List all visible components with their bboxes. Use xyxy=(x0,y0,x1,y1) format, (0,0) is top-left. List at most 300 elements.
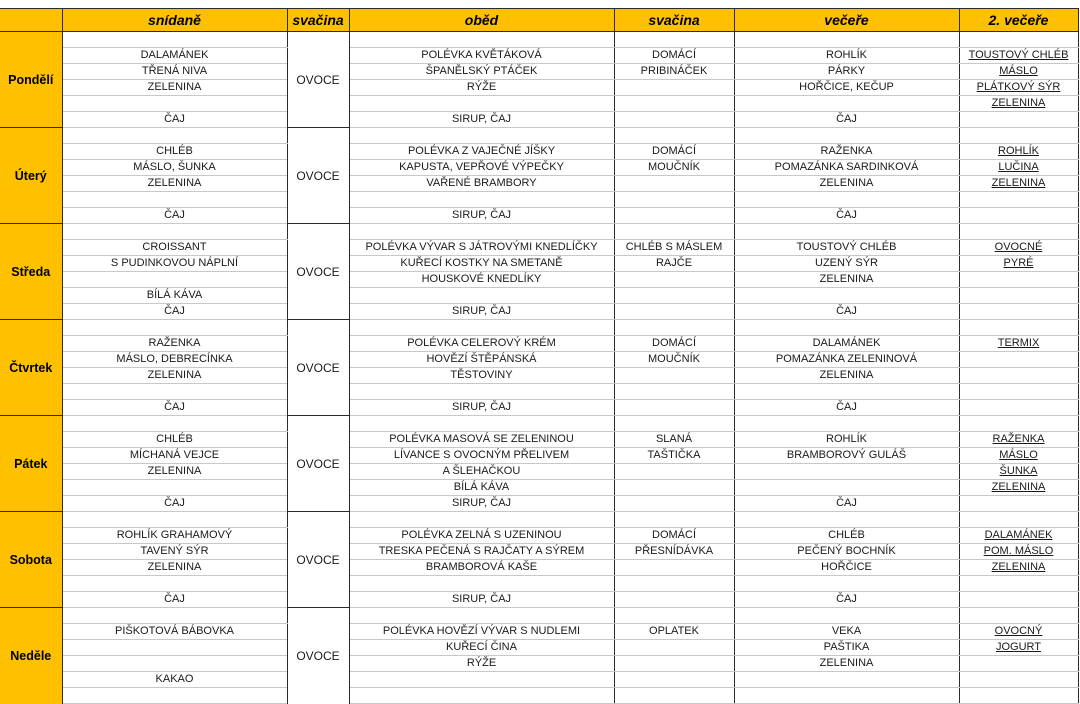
meal-item: PRIBINÁČEK xyxy=(640,65,708,77)
meal-item: TOUSTOVÝ CHLÉB xyxy=(796,241,897,253)
meal-item: OVOCNÉ xyxy=(994,241,1043,253)
meal-item: TAVENÝ SÝR xyxy=(140,545,209,557)
meal-item: ZELENINA xyxy=(991,97,1046,109)
meal-cell-vecere xyxy=(734,640,959,656)
meal-item: HOVĚZÍ ŠTĚPÁNSKÁ xyxy=(426,353,537,365)
meal-cell-snidane xyxy=(62,304,287,320)
meal-cell-vecere2 xyxy=(959,64,1078,80)
meal-cell-svacina2 xyxy=(614,256,734,272)
meal-cell-svacina2 xyxy=(614,672,734,688)
meal-cell-snidane xyxy=(62,560,287,576)
meal-cell-svacina2 xyxy=(614,112,734,128)
menu-row xyxy=(0,416,1078,432)
meal-cell-snidane xyxy=(62,160,287,176)
menu-row xyxy=(0,64,1078,80)
day-label-nedele: Neděle xyxy=(0,608,62,704)
meal-cell-vecere2 xyxy=(959,528,1078,544)
meal-item: DALAMÁNEK xyxy=(984,529,1053,541)
meal-cell-obed xyxy=(349,608,614,624)
meal-item: RAŽENKA xyxy=(148,337,201,349)
meal-cell-obed xyxy=(349,112,614,128)
menu-row xyxy=(0,112,1078,128)
meal-cell-vecere2 xyxy=(959,544,1078,560)
meal-cell-snidane xyxy=(62,112,287,128)
col-header-obed: oběd xyxy=(349,9,614,32)
day-label-patek: Pátek xyxy=(0,416,62,512)
meal-cell-vecere xyxy=(734,448,959,464)
meal-item: ZELENINA xyxy=(991,177,1046,189)
meal-cell-obed xyxy=(349,448,614,464)
meal-item: DOMÁCÍ xyxy=(652,337,696,349)
meal-cell-vecere2 xyxy=(959,144,1078,160)
meal-cell-vecere2 xyxy=(959,432,1078,448)
meal-cell-snidane xyxy=(62,528,287,544)
meal-cell-svacina2 xyxy=(614,480,734,496)
meal-cell-svacina2 xyxy=(614,336,734,352)
meal-cell-snidane xyxy=(62,480,287,496)
meal-item: TOUSTOVÝ CHLÉB xyxy=(968,49,1069,61)
day-label-streda: Středa xyxy=(0,224,62,320)
meal-item: ZELENINA xyxy=(147,81,202,93)
meal-item: TAŠTIČKA xyxy=(647,449,701,461)
meal-item: KUŘECÍ ČINA xyxy=(446,641,517,653)
meal-cell-snidane xyxy=(62,128,287,144)
meal-item: ROHLÍK xyxy=(998,145,1039,157)
meal-cell-vecere xyxy=(734,416,959,432)
meal-cell-vecere2 xyxy=(959,688,1078,704)
meal-cell-vecere xyxy=(734,224,959,240)
meal-cell-obed xyxy=(349,240,614,256)
meal-cell-svacina2 xyxy=(614,304,734,320)
meal-item: KUŘECÍ KOSTKY NA SMETANĚ xyxy=(400,257,563,269)
meal-item: MÁSLO, DEBRECÍNKA xyxy=(116,353,233,365)
menu-row xyxy=(0,624,1078,640)
meal-cell-vecere2 xyxy=(959,32,1078,48)
meal-item: SLANÁ xyxy=(655,433,693,445)
menu-row xyxy=(0,304,1078,320)
menu-row xyxy=(0,96,1078,112)
menu-body xyxy=(0,32,1078,704)
svacina-ovoce-cell: OVOCE xyxy=(287,224,349,320)
meal-cell-vecere xyxy=(734,256,959,272)
meal-item: MÍCHANÁ VEJCE xyxy=(129,449,220,461)
meal-cell-obed xyxy=(349,192,614,208)
meal-cell-snidane xyxy=(62,656,287,672)
meal-cell-obed xyxy=(349,592,614,608)
col-header-snidane: snídaně xyxy=(62,9,287,32)
meal-item: ČAJ xyxy=(164,593,185,605)
meal-cell-vecere2 xyxy=(959,176,1078,192)
meal-cell-vecere2 xyxy=(959,272,1078,288)
meal-cell-vecere2 xyxy=(959,384,1078,400)
meal-item: MÁSLO xyxy=(999,449,1038,461)
meal-item: ČAJ xyxy=(836,113,857,125)
meal-cell-snidane xyxy=(62,400,287,416)
menu-row xyxy=(0,688,1078,704)
meal-item: OVOCNÝ xyxy=(994,625,1043,637)
meal-cell-vecere2 xyxy=(959,80,1078,96)
meal-cell-vecere xyxy=(734,624,959,640)
meal-cell-vecere xyxy=(734,400,959,416)
meal-item: CHLÉB xyxy=(828,529,865,541)
meal-item: SIRUP, ČAJ xyxy=(451,209,512,221)
meal-cell-vecere2 xyxy=(959,192,1078,208)
meal-cell-vecere2 xyxy=(959,416,1078,432)
meal-cell-vecere2 xyxy=(959,640,1078,656)
menu-row xyxy=(0,176,1078,192)
meal-cell-snidane xyxy=(62,608,287,624)
meal-cell-svacina2 xyxy=(614,48,734,64)
meal-item: DOMÁCÍ xyxy=(652,49,696,61)
meal-item: PÁRKY xyxy=(827,65,866,77)
meal-item: ČAJ xyxy=(836,497,857,509)
meal-cell-snidane xyxy=(62,672,287,688)
meal-item: PLÁTKOVÝ SÝR xyxy=(976,81,1061,93)
meal-cell-svacina2 xyxy=(614,96,734,112)
meal-cell-snidane xyxy=(62,384,287,400)
menu-row xyxy=(0,672,1078,688)
menu-row xyxy=(0,656,1078,672)
meal-cell-vecere xyxy=(734,144,959,160)
meal-cell-vecere xyxy=(734,608,959,624)
meal-item: SIRUP, ČAJ xyxy=(451,497,512,509)
svacina-ovoce-cell: OVOCE xyxy=(287,128,349,224)
meal-cell-obed xyxy=(349,160,614,176)
meal-cell-svacina2 xyxy=(614,576,734,592)
meal-cell-snidane xyxy=(62,64,287,80)
meal-item: POLÉVKA HOVĚZÍ VÝVAR S NUDLEMI xyxy=(382,625,581,637)
meal-cell-vecere xyxy=(734,48,959,64)
meal-item: POLÉVKA MASOVÁ SE ZELENINOU xyxy=(389,433,574,445)
meal-cell-vecere xyxy=(734,352,959,368)
meal-cell-svacina2 xyxy=(614,240,734,256)
meal-cell-vecere xyxy=(734,112,959,128)
meal-item: OPLATEK xyxy=(649,625,699,637)
meal-cell-obed xyxy=(349,576,614,592)
meal-cell-snidane xyxy=(62,256,287,272)
meal-cell-vecere xyxy=(734,560,959,576)
meal-cell-obed xyxy=(349,128,614,144)
meal-cell-obed xyxy=(349,496,614,512)
meal-item: BÍLÁ KÁVA xyxy=(453,481,510,493)
meal-cell-vecere2 xyxy=(959,624,1078,640)
meal-item: A ŠLEHAČKOU xyxy=(442,465,521,477)
meal-item: DALAMÁNEK xyxy=(812,337,881,349)
meal-item: TĚSTOVINY xyxy=(450,369,513,381)
meal-cell-vecere2 xyxy=(959,448,1078,464)
meal-cell-vecere2 xyxy=(959,400,1078,416)
meal-cell-obed xyxy=(349,432,614,448)
meal-cell-svacina2 xyxy=(614,288,734,304)
meal-cell-obed xyxy=(349,48,614,64)
meal-cell-snidane xyxy=(62,208,287,224)
meal-item: PYRÉ xyxy=(1003,257,1034,269)
meal-cell-svacina2 xyxy=(614,448,734,464)
meal-item: ČAJ xyxy=(164,305,185,317)
meal-cell-snidane xyxy=(62,32,287,48)
meal-cell-svacina2 xyxy=(614,560,734,576)
menu-row xyxy=(0,192,1078,208)
meal-cell-vecere2 xyxy=(959,48,1078,64)
meal-item: LÍVANCE S OVOCNÝM PŘELIVEM xyxy=(393,449,570,461)
meal-cell-obed xyxy=(349,352,614,368)
menu-row xyxy=(0,256,1078,272)
meal-item: ČAJ xyxy=(836,209,857,221)
meal-item: CHLÉB xyxy=(156,145,193,157)
meal-cell-vecere xyxy=(734,288,959,304)
menu-row xyxy=(0,224,1078,240)
meal-cell-snidane xyxy=(62,432,287,448)
menu-row xyxy=(0,208,1078,224)
meal-cell-vecere2 xyxy=(959,352,1078,368)
meal-cell-obed xyxy=(349,400,614,416)
meal-cell-vecere xyxy=(734,688,959,704)
meal-item: VAŘENÉ BRAMBORY xyxy=(426,177,537,189)
meal-item: ROHLÍK GRAHAMOVÝ xyxy=(116,529,233,541)
meal-item: HOŘČICE, KEČUP xyxy=(799,81,894,93)
meal-cell-vecere xyxy=(734,592,959,608)
meal-cell-snidane xyxy=(62,368,287,384)
meal-cell-obed xyxy=(349,336,614,352)
meal-cell-snidane xyxy=(62,336,287,352)
meal-cell-svacina2 xyxy=(614,80,734,96)
meal-item: ZELENINA xyxy=(147,561,202,573)
meal-item: SIRUP, ČAJ xyxy=(451,593,512,605)
menu-row xyxy=(0,640,1078,656)
meal-item: S PUDINKOVOU NÁPLNÍ xyxy=(110,257,239,269)
meal-cell-vecere xyxy=(734,240,959,256)
meal-cell-svacina2 xyxy=(614,688,734,704)
meal-cell-vecere2 xyxy=(959,512,1078,528)
meal-cell-obed xyxy=(349,688,614,704)
meal-item: TERMIX xyxy=(997,337,1040,349)
meal-cell-obed xyxy=(349,624,614,640)
meal-item: ZELENINA xyxy=(819,657,874,669)
meal-item: ZELENINA xyxy=(819,369,874,381)
meal-cell-svacina2 xyxy=(614,368,734,384)
meal-item: ZELENINA xyxy=(147,177,202,189)
menu-row xyxy=(0,480,1078,496)
meal-cell-snidane xyxy=(62,192,287,208)
meal-item: ČAJ xyxy=(164,497,185,509)
meal-item: MÁSLO xyxy=(999,65,1038,77)
meal-item: ZELENINA xyxy=(819,273,874,285)
menu-row xyxy=(0,384,1078,400)
meal-cell-vecere2 xyxy=(959,480,1078,496)
meal-item: ZELENINA xyxy=(147,369,202,381)
menu-row xyxy=(0,240,1078,256)
menu-row xyxy=(0,512,1078,528)
meal-item: JOGURT xyxy=(995,641,1042,653)
meal-item: RÝŽE xyxy=(466,81,497,93)
menu-row xyxy=(0,32,1078,48)
meal-cell-obed xyxy=(349,96,614,112)
meal-cell-snidane xyxy=(62,352,287,368)
meal-cell-svacina2 xyxy=(614,32,734,48)
menu-row xyxy=(0,368,1078,384)
meal-item: BRAMBOROVÝ GULÁŠ xyxy=(786,449,907,461)
svacina-ovoce-cell: OVOCE xyxy=(287,416,349,512)
meal-cell-svacina2 xyxy=(614,384,734,400)
menu-row xyxy=(0,352,1078,368)
meal-item: ČAJ xyxy=(164,113,185,125)
svacina-ovoce-cell: OVOCE xyxy=(287,32,349,128)
meal-cell-obed xyxy=(349,272,614,288)
meal-item: LUČINA xyxy=(998,161,1039,173)
meal-item: ZELENINA xyxy=(147,465,202,477)
meal-item: BRAMBOROVÁ KAŠE xyxy=(425,561,538,573)
meal-item: PAŠTIKA xyxy=(823,641,870,653)
meal-cell-obed xyxy=(349,80,614,96)
meal-cell-vecere xyxy=(734,80,959,96)
meal-cell-vecere xyxy=(734,464,959,480)
meal-item: RÝŽE xyxy=(466,657,497,669)
meal-cell-obed xyxy=(349,416,614,432)
meal-cell-snidane xyxy=(62,48,287,64)
meal-cell-vecere xyxy=(734,576,959,592)
weekly-menu-table xyxy=(0,8,1079,704)
meal-cell-vecere2 xyxy=(959,320,1078,336)
meal-cell-svacina2 xyxy=(614,496,734,512)
menu-row xyxy=(0,608,1078,624)
meal-cell-snidane xyxy=(62,576,287,592)
meal-item: DALAMÁNEK xyxy=(140,49,209,61)
meal-cell-vecere2 xyxy=(959,576,1078,592)
day-label-pondeli: Pondělí xyxy=(0,32,62,128)
meal-cell-svacina2 xyxy=(614,608,734,624)
col-header-svacina-2: svačina xyxy=(614,9,734,32)
meal-item: MOUČNÍK xyxy=(648,161,700,173)
meal-cell-obed xyxy=(349,176,614,192)
menu-row xyxy=(0,272,1078,288)
meal-item: VEKA xyxy=(831,625,862,637)
meal-item: KAKAO xyxy=(155,673,194,685)
meal-cell-vecere2 xyxy=(959,288,1078,304)
meal-item: MOUČNÍK xyxy=(648,353,700,365)
meal-cell-vecere xyxy=(734,304,959,320)
meal-item: POLÉVKA Z VAJEČNÉ JÍŠKY xyxy=(407,145,556,157)
meal-item: POMAZÁNKA SARDINKOVÁ xyxy=(774,161,919,173)
menu-row xyxy=(0,80,1078,96)
menu-row xyxy=(0,432,1078,448)
meal-cell-snidane xyxy=(62,464,287,480)
menu-row xyxy=(0,496,1078,512)
meal-cell-svacina2 xyxy=(614,592,734,608)
meal-cell-svacina2 xyxy=(614,656,734,672)
meal-cell-svacina2 xyxy=(614,432,734,448)
meal-cell-obed xyxy=(349,144,614,160)
meal-cell-vecere xyxy=(734,64,959,80)
menu-row xyxy=(0,160,1078,176)
menu-row xyxy=(0,560,1078,576)
meal-cell-svacina2 xyxy=(614,128,734,144)
menu-row xyxy=(0,544,1078,560)
meal-item: CROISSANT xyxy=(142,241,207,253)
meal-cell-snidane xyxy=(62,240,287,256)
meal-cell-snidane xyxy=(62,224,287,240)
meal-cell-vecere2 xyxy=(959,592,1078,608)
meal-item: ČAJ xyxy=(164,209,185,221)
meal-cell-obed xyxy=(349,384,614,400)
meal-cell-snidane xyxy=(62,512,287,528)
meal-item: POLÉVKA CELEROVÝ KRÉM xyxy=(407,337,556,349)
menu-row xyxy=(0,144,1078,160)
meal-cell-vecere xyxy=(734,480,959,496)
meal-cell-svacina2 xyxy=(614,624,734,640)
menu-row xyxy=(0,592,1078,608)
meal-cell-vecere xyxy=(734,160,959,176)
meal-cell-vecere2 xyxy=(959,336,1078,352)
meal-cell-obed xyxy=(349,64,614,80)
meal-item: HOUSKOVÉ KNEDLÍKY xyxy=(421,273,542,285)
meal-cell-snidane xyxy=(62,448,287,464)
meal-cell-vecere xyxy=(734,496,959,512)
meal-item: TRESKA PEČENÁ S RAJČATY A SÝREM xyxy=(378,545,585,557)
meal-cell-vecere xyxy=(734,544,959,560)
meal-cell-obed xyxy=(349,288,614,304)
meal-cell-vecere2 xyxy=(959,224,1078,240)
meal-cell-snidane xyxy=(62,640,287,656)
meal-cell-svacina2 xyxy=(614,272,734,288)
meal-cell-svacina2 xyxy=(614,512,734,528)
meal-item: ČAJ xyxy=(836,401,857,413)
meal-item: ROHLÍK xyxy=(826,433,867,445)
meal-cell-vecere2 xyxy=(959,96,1078,112)
meal-cell-vecere2 xyxy=(959,656,1078,672)
meal-cell-vecere2 xyxy=(959,560,1078,576)
meal-cell-svacina2 xyxy=(614,176,734,192)
meal-item: PEČENÝ BOCHNÍK xyxy=(797,545,896,557)
meal-item: DOMÁCÍ xyxy=(652,145,696,157)
meal-cell-vecere2 xyxy=(959,608,1078,624)
meal-cell-vecere2 xyxy=(959,240,1078,256)
col-header-vecere: večeře xyxy=(734,9,959,32)
meal-item: ČAJ xyxy=(164,401,185,413)
meal-item: PIŠKOTOVÁ BÁBOVKA xyxy=(114,625,234,637)
day-label-sobota: Sobota xyxy=(0,512,62,608)
menu-row xyxy=(0,48,1078,64)
meal-item: UZENÝ SÝR xyxy=(815,257,878,269)
meal-cell-vecere xyxy=(734,384,959,400)
meal-item: KAPUSTA, VEPŘOVÉ VÝPEČKY xyxy=(399,161,564,173)
meal-cell-obed xyxy=(349,304,614,320)
meal-cell-vecere xyxy=(734,512,959,528)
meal-cell-svacina2 xyxy=(614,208,734,224)
meal-cell-vecere2 xyxy=(959,672,1078,688)
meal-cell-obed xyxy=(349,208,614,224)
meal-cell-obed xyxy=(349,368,614,384)
meal-cell-vecere2 xyxy=(959,208,1078,224)
meal-item: CHLÉB xyxy=(156,433,193,445)
menu-row xyxy=(0,400,1078,416)
meal-item: RAŽENKA xyxy=(820,145,873,157)
meal-cell-snidane xyxy=(62,496,287,512)
col-header-svacina-1: svačina xyxy=(287,9,349,32)
meal-cell-obed xyxy=(349,512,614,528)
menu-row xyxy=(0,464,1078,480)
meal-item: PŘESNÍDÁVKA xyxy=(634,545,714,557)
meal-cell-vecere2 xyxy=(959,464,1078,480)
meal-cell-obed xyxy=(349,32,614,48)
meal-cell-svacina2 xyxy=(614,160,734,176)
meal-cell-obed xyxy=(349,256,614,272)
meal-cell-vecere xyxy=(734,336,959,352)
meal-cell-snidane xyxy=(62,688,287,704)
meal-cell-svacina2 xyxy=(614,544,734,560)
meal-cell-obed xyxy=(349,544,614,560)
menu-row xyxy=(0,128,1078,144)
meal-cell-obed xyxy=(349,528,614,544)
